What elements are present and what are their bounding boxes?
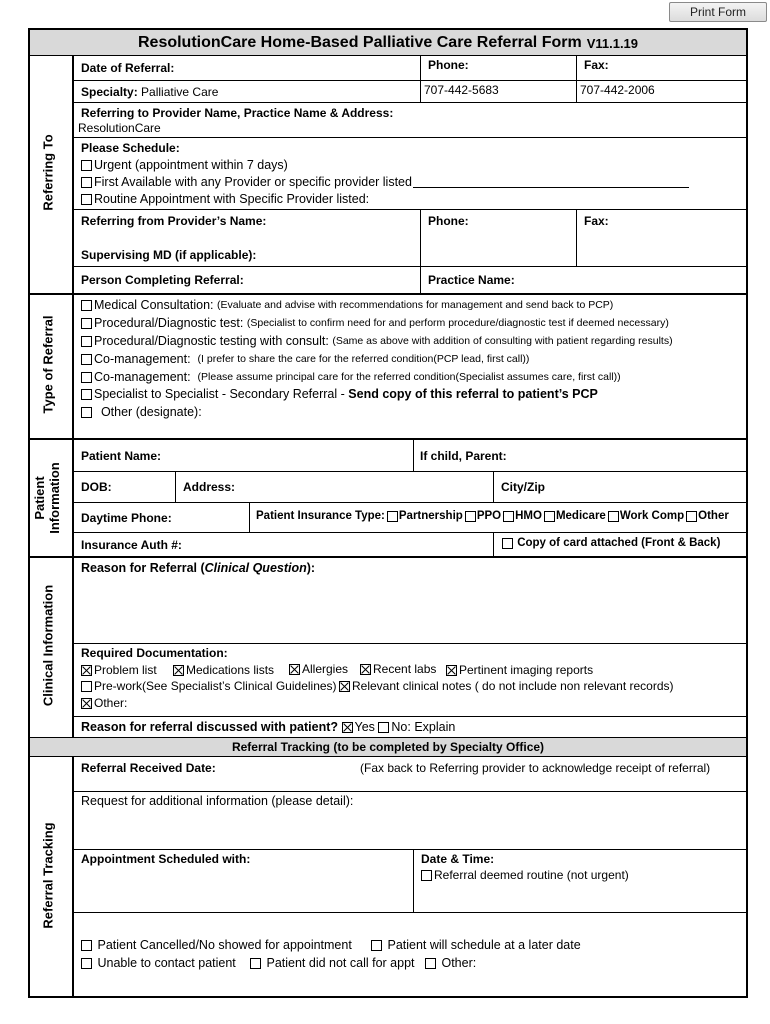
allergies-checkbox[interactable] <box>289 664 300 675</box>
referral-type-comanagement-share[interactable] <box>81 352 529 366</box>
daytime-phone-label: Daytime Phone: <box>81 511 172 525</box>
comanagement-principal-label: Co-management: <box>94 370 191 384</box>
problem-list-label: Problem list <box>94 663 157 677</box>
did-not-call-label: Patient did not call for appt <box>266 956 415 970</box>
section-label-patient-line2: Information <box>47 462 62 534</box>
additional-info-label: Request for additional information (please detail): <box>81 794 354 808</box>
dob-label: DOB: <box>81 480 112 494</box>
schedule-option-first-available[interactable] <box>81 175 689 189</box>
form-version: V11.1.19 <box>586 35 639 51</box>
discussed-with-patient-row <box>81 720 455 734</box>
medications-lists-checkbox[interactable] <box>173 665 184 676</box>
insurance-hmo-checkbox[interactable] <box>503 511 514 522</box>
please-schedule-label: Please Schedule: <box>81 141 180 155</box>
print-form-button[interactable]: Print Form <box>669 2 767 22</box>
specialty-row <box>81 85 218 99</box>
procedural-test-checkbox[interactable] <box>81 318 92 329</box>
routine-label: Routine Appointment with Specific Provider listed: <box>94 192 370 206</box>
doc-medications-lists[interactable] <box>173 663 274 677</box>
date-time-label: Date & Time: <box>421 852 495 866</box>
section-label-referral-tracking: Referral Tracking <box>40 822 56 929</box>
discussed-no-checkbox[interactable] <box>378 722 389 733</box>
schedule-later-label: Patient will schedule at a later date <box>387 938 581 952</box>
specialist-secondary-checkbox[interactable] <box>81 389 92 400</box>
address-label: Address: <box>183 480 236 494</box>
doc-problem-list[interactable] <box>81 663 157 677</box>
city-zip-label: City/Zip <box>501 480 545 494</box>
copy-card-checkbox[interactable] <box>502 538 513 549</box>
other-designate-label: Other (designate): <box>100 405 202 419</box>
cancelled-checkbox[interactable] <box>81 940 92 951</box>
imaging-reports-checkbox[interactable] <box>446 665 457 676</box>
doc-other-label: Other: <box>94 696 128 710</box>
outcome-other[interactable] <box>425 956 476 970</box>
date-of-referral-field[interactable] <box>260 58 416 78</box>
insurance-other-checkbox[interactable] <box>686 511 697 522</box>
imaging-reports-label: Pertinent imaging reports <box>459 663 594 677</box>
from-provider-label: Referring from Provider’s Name: <box>81 214 267 228</box>
allergies-label: Allergies <box>302 662 349 676</box>
referral-received-label: Referral Received Date: <box>81 761 216 775</box>
routine-deemed-row[interactable] <box>421 868 629 882</box>
referral-received-note: (Fax back to Referring provider to acknowledge receipt of referral) <box>360 761 711 775</box>
insurance-medicare-label: Medicare <box>555 510 606 522</box>
section-label-patient-line1: Patient <box>32 476 47 520</box>
phone-label: Phone: <box>428 58 469 72</box>
form-title <box>30 30 746 56</box>
fax-label: Fax: <box>584 58 609 72</box>
reason-label-start: Reason for Referral ( <box>81 561 205 575</box>
copy-card-row[interactable] <box>500 537 720 549</box>
outcome-other-checkbox[interactable] <box>425 958 436 969</box>
comanagement-share-label: Co-management: <box>94 352 191 366</box>
insurance-ppo-checkbox[interactable] <box>465 511 476 522</box>
referral-type-medical-consultation[interactable] <box>81 298 613 312</box>
patient-name-label: Patient Name: <box>81 449 162 463</box>
specialty-label: Specialty: <box>81 85 138 99</box>
insurance-hmo-label: HMO <box>515 510 542 522</box>
referral-type-specialist-secondary[interactable] <box>81 387 598 401</box>
insurance-partnership-label: Partnership <box>398 510 463 522</box>
unable-contact-checkbox[interactable] <box>81 958 92 969</box>
referral-type-comanagement-principal[interactable] <box>81 370 621 384</box>
parent-label: If child, Parent: <box>420 449 507 463</box>
comanagement-principal-note: (Please assume principal care for the referred condition(Specialist assumes care, first call)) <box>197 371 621 383</box>
procedural-consult-label: Procedural/Diagnostic testing with consult: <box>94 334 329 348</box>
doc-other-checkbox[interactable] <box>81 698 92 709</box>
section-label-referring-to: Referring To <box>40 134 56 211</box>
first-available-label: First Available with any Provider or specific provider listed <box>94 175 412 189</box>
section-label-patient-information <box>32 448 64 548</box>
relevant-notes-label: Relevant clinical notes ( do not include non relevant records) <box>352 679 674 693</box>
pre-work-checkbox[interactable] <box>81 681 92 692</box>
problem-list-checkbox[interactable] <box>81 665 92 676</box>
urgent-label: Urgent (appointment within 7 days) <box>94 158 288 172</box>
specialist-secondary-label: Specialist to Specialist - Secondary Referral - <box>94 387 349 401</box>
procedural-consult-note: (Same as above with addition of consulting with patient regarding results) <box>332 335 673 347</box>
procedural-test-note: (Specialist to confirm need for and perform procedure/diagnostic test if deemed necessary) <box>246 317 669 329</box>
schedule-later-checkbox[interactable] <box>371 940 382 951</box>
insurance-medicare-checkbox[interactable] <box>544 511 555 522</box>
routine-checkbox[interactable] <box>81 194 92 205</box>
recent-labs-checkbox[interactable] <box>360 664 371 675</box>
appointment-scheduled-label: Appointment Scheduled with: <box>81 852 251 866</box>
outcome-did-not-call[interactable] <box>250 956 415 970</box>
person-completing-label: Person Completing Referral: <box>81 273 244 287</box>
outcome-cancelled[interactable] <box>81 938 352 952</box>
section-label-clinical-information: Clinical Information <box>40 584 56 707</box>
reason-label-italic: Clinical Question <box>204 561 307 575</box>
reason-label-end: ): <box>306 561 316 575</box>
routine-deemed-label: Referral deemed routine (not urgent) <box>434 868 629 882</box>
medical-consultation-note: (Evaluate and advise with recommendations for management and send back to PCP) <box>217 299 614 311</box>
phone-value[interactable]: 707-442-5683 <box>424 83 499 97</box>
required-documentation-label: Required Documentation: <box>81 646 228 660</box>
comanagement-share-note: (I prefer to share the care for the referred condition(PCP lead, first call)) <box>197 353 530 365</box>
comanagement-share-checkbox[interactable] <box>81 354 92 365</box>
discussed-label: Reason for referral discussed with patient? <box>81 720 339 734</box>
fax-value[interactable]: 707-442-2006 <box>580 83 655 97</box>
additional-info-field[interactable] <box>78 812 742 846</box>
insurance-type-label: Patient Insurance Type: <box>256 510 385 522</box>
insurance-ppo-label: PPO <box>476 510 502 522</box>
insurance-other-label: Other <box>698 510 729 522</box>
outcome-unable-contact[interactable] <box>81 956 236 970</box>
outcome-schedule-later[interactable] <box>371 938 581 952</box>
discussed-yes-checkbox[interactable] <box>342 722 353 733</box>
medical-consultation-label: Medical Consultation: <box>94 298 214 312</box>
urgent-checkbox[interactable] <box>81 160 92 171</box>
discussed-yes-label: Yes <box>354 720 375 734</box>
procedural-consult-checkbox[interactable] <box>81 336 92 347</box>
insurance-type-row <box>256 510 729 522</box>
relevant-notes-checkbox[interactable] <box>339 681 350 692</box>
referral-type-procedural-consult[interactable] <box>81 334 673 348</box>
insurance-workcomp-checkbox[interactable] <box>608 511 619 522</box>
routine-deemed-checkbox[interactable] <box>421 870 432 881</box>
procedural-test-label: Procedural/Diagnostic test: <box>94 316 244 330</box>
other-designate-checkbox[interactable] <box>81 407 92 418</box>
doc-allergies[interactable] <box>289 662 348 676</box>
medications-lists-label: Medications lists <box>186 663 275 677</box>
provider-value[interactable]: ResolutionCare <box>78 121 161 135</box>
doc-recent-labs[interactable] <box>360 662 436 676</box>
provider-label: Referring to Provider Name, Practice Name & Address: <box>81 106 394 120</box>
did-not-call-checkbox[interactable] <box>250 958 261 969</box>
outcome-other-label: Other: <box>441 956 477 970</box>
schedule-option-routine[interactable] <box>81 192 369 206</box>
doc-pre-work[interactable] <box>81 679 337 693</box>
first-available-checkbox[interactable] <box>81 177 92 188</box>
referral-type-procedural-test[interactable] <box>81 316 669 330</box>
schedule-option-urgent[interactable] <box>81 158 288 172</box>
copy-card-label: Copy of card attached (Front & Back) <box>517 537 721 549</box>
insurance-auth-label: Insurance Auth #: <box>81 538 182 552</box>
referral-type-other[interactable] <box>81 405 202 419</box>
doc-other[interactable] <box>81 696 127 710</box>
comanagement-principal-checkbox[interactable] <box>81 372 92 383</box>
discussed-no-label: No: Explain <box>391 720 456 734</box>
specialist-secondary-bold: Send copy of this referral to patient’s PCP <box>348 387 598 401</box>
from-phone-label: Phone: <box>428 214 469 228</box>
doc-relevant-notes[interactable] <box>339 679 674 693</box>
supervising-md-label: Supervising MD (if applicable): <box>81 248 257 262</box>
insurance-workcomp-label: Work Comp <box>619 510 685 522</box>
reason-for-referral-label <box>81 561 315 575</box>
practice-name-label: Practice Name: <box>428 273 515 287</box>
reason-for-referral-field[interactable] <box>78 578 742 640</box>
section-label-type-of-referral: Type of Referral <box>40 315 56 414</box>
from-fax-label: Fax: <box>584 214 609 228</box>
recent-labs-label: Recent labs <box>373 662 437 676</box>
doc-imaging-reports[interactable] <box>446 663 593 677</box>
specialty-value[interactable]: Palliative Care <box>141 85 219 99</box>
referral-tracking-band: Referral Tracking (to be completed by Specialty Office) <box>30 738 746 756</box>
unable-contact-label: Unable to contact patient <box>97 956 236 970</box>
specific-provider-line[interactable] <box>413 177 689 188</box>
date-of-referral-label: Date of Referral: <box>81 61 175 75</box>
form-title-text: ResolutionCare Home-Based Palliative Care Referral Form <box>137 34 582 51</box>
medical-consultation-checkbox[interactable] <box>81 300 92 311</box>
pre-work-label: Pre-work(See Specialist’s Clinical Guidelines) <box>94 679 337 693</box>
cancelled-label: Patient Cancelled/No showed for appointment <box>97 938 352 952</box>
insurance-partnership-checkbox[interactable] <box>387 511 398 522</box>
